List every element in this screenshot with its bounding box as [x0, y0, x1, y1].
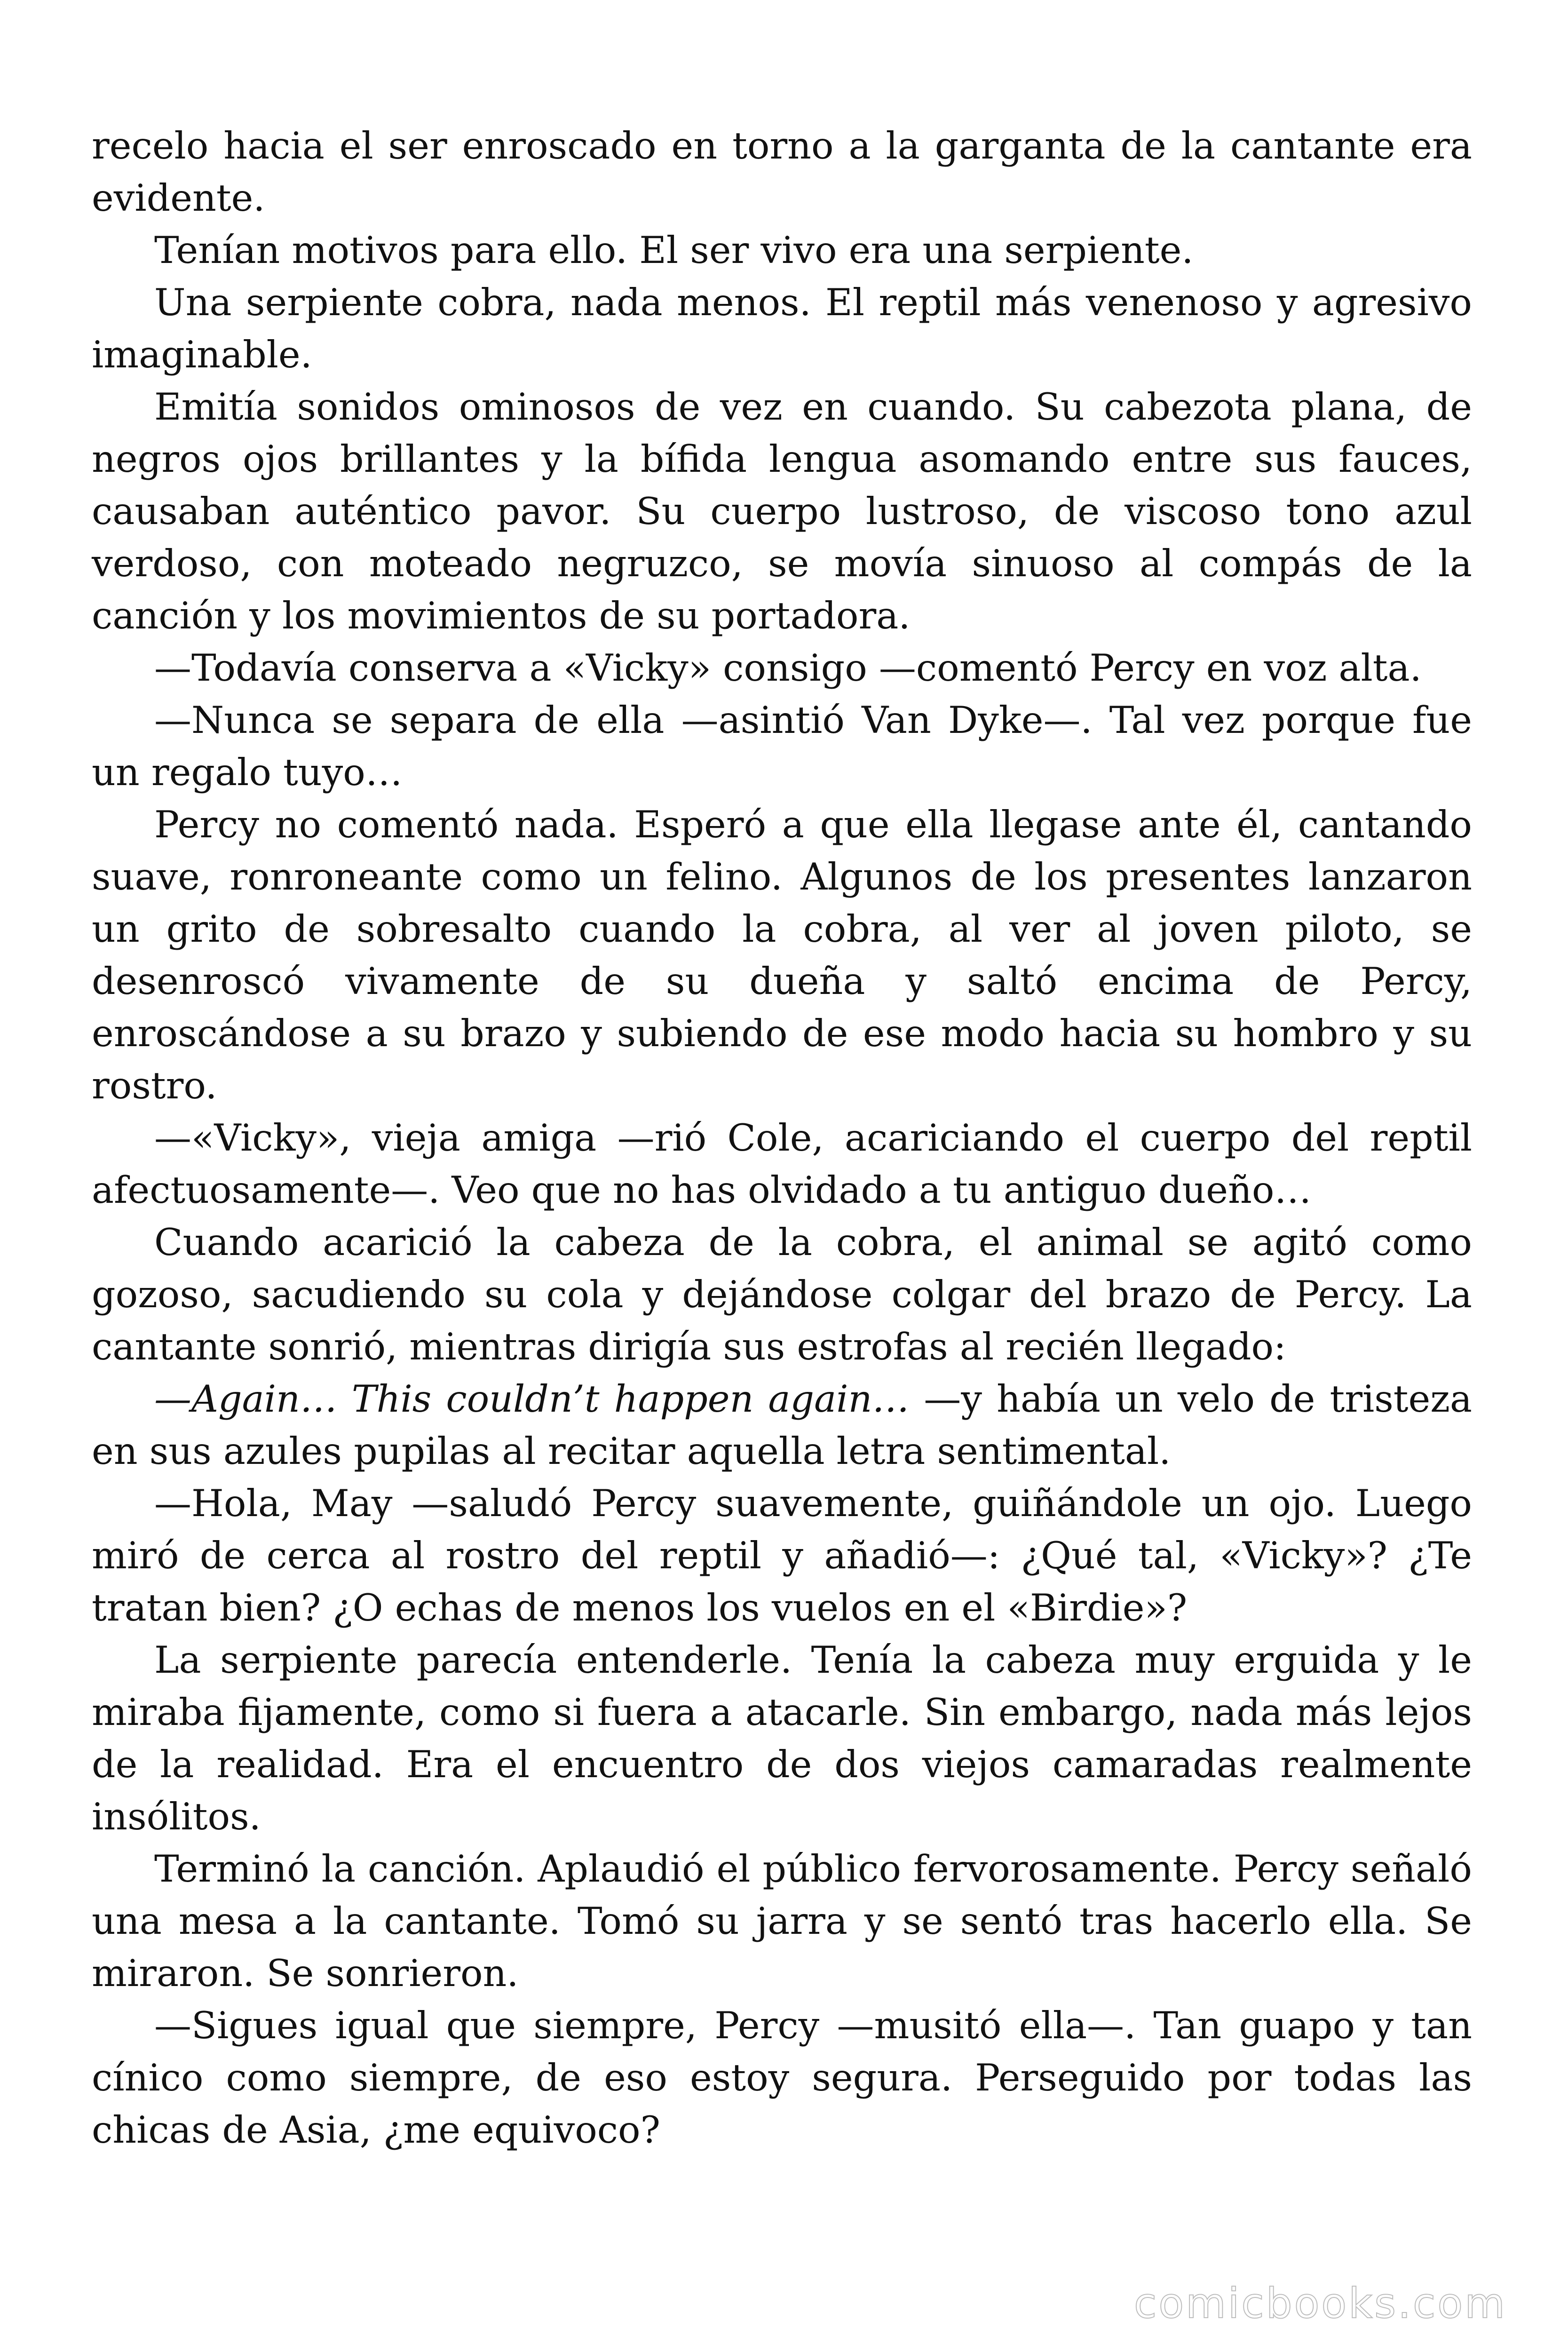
- song-lyric: —Again… This couldn’t happen again…: [154, 1377, 910, 1421]
- paragraph-13: Terminó la canción. Aplaudió el público fervorosamente. Percy señaló una mesa a la cantante. Tomó su jarra y se sentó tras hacerlo ella. Se miraron. Se sonrieron.: [92, 1847, 1472, 1995]
- paragraph-12: La serpiente parecía entenderle. Tenía la cabeza muy erguida y le miraba fijamente, como si fuera a atacarle. Sin embargo, nada más lejos de la realidad. Era el encuentro de dos viejos camaradas realmente insólitos.: [92, 1638, 1472, 1838]
- paragraph-1: recelo hacia el ser enroscado en torno a la garganta de la cantante era evidente.: [92, 124, 1472, 220]
- body-text: [92, 120, 1472, 2156]
- paragraph-6: —Nunca se separa de ella —asintió Van Dyke—. Tal vez porque fue un regalo tuyo…: [92, 699, 1472, 794]
- paragraph-8: —«Vicky», vieja amiga —rió Cole, acariciando el cuerpo del reptil afectuosamente—. Veo que no has olvidado a tu antiguo dueño…: [92, 1116, 1472, 1212]
- paragraph-9: Cuando acarició la cabeza de la cobra, el animal se agitó como gozoso, sacudiendo su cola y dejándose colgar del brazo de Percy. La cantante sonrió, mientras dirigía sus estrofas al recién llegado:: [92, 1221, 1472, 1368]
- watermark: comicbooks.com: [1133, 2279, 1507, 2328]
- paragraph-14: —Sigues igual que siempre, Percy —musitó ella—. Tan guapo y tan cínico como siempre, de eso estoy segura. Perseguido por todas las chicas de Asia, ¿me equivoco?: [92, 2004, 1472, 2152]
- paragraph-10: [92, 1373, 1472, 1478]
- paragraph-4: Emitía sonidos ominosos de vez en cuando. Su cabezota plana, de negros ojos brillantes y la bífida lengua asomando entre sus fauces, causaban auténtico pavor. Su cuerpo lustroso, de viscoso tono azul verdoso, con moteado negruzco, se movía sinuoso al compás de la canción y los movimientos de su portadora.: [92, 385, 1472, 637]
- paragraph-2: Tenían motivos para ello. El ser vivo era una serpiente.: [154, 229, 1194, 272]
- paragraph-7: Percy no comentó nada. Esperó a que ella llegase ante él, cantando suave, ronroneante como un felino. Algunos de los presentes lanzaron un grito de sobresalto cuando la cobra, al ver al joven piloto, se desenroscó vivamente de su dueña y saltó encima de Percy, enroscándose a su brazo y subiendo de ese modo hacia su hombro y su rostro.: [92, 803, 1472, 1107]
- paragraph-11: —Hola, May —saludó Percy suavemente, guiñándole un ojo. Luego miró de cerca al rostro del reptil y añadió—: ¿Qué tal, «Vicky»? ¿Te tratan bien? ¿O echas de menos los vuelos en el «Birdie»?: [92, 1482, 1472, 1629]
- paragraph-10-text: —y había un velo de tristeza en sus azules pupilas al recitar aquella letra sentimental.: [92, 1377, 1473, 1473]
- paragraph-5: —Todavía conserva a «Vicky» consigo —comentó Percy en voz alta.: [154, 646, 1422, 690]
- paragraph-3: Una serpiente cobra, nada menos. El reptil más venenoso y agresivo imaginable.: [92, 281, 1472, 376]
